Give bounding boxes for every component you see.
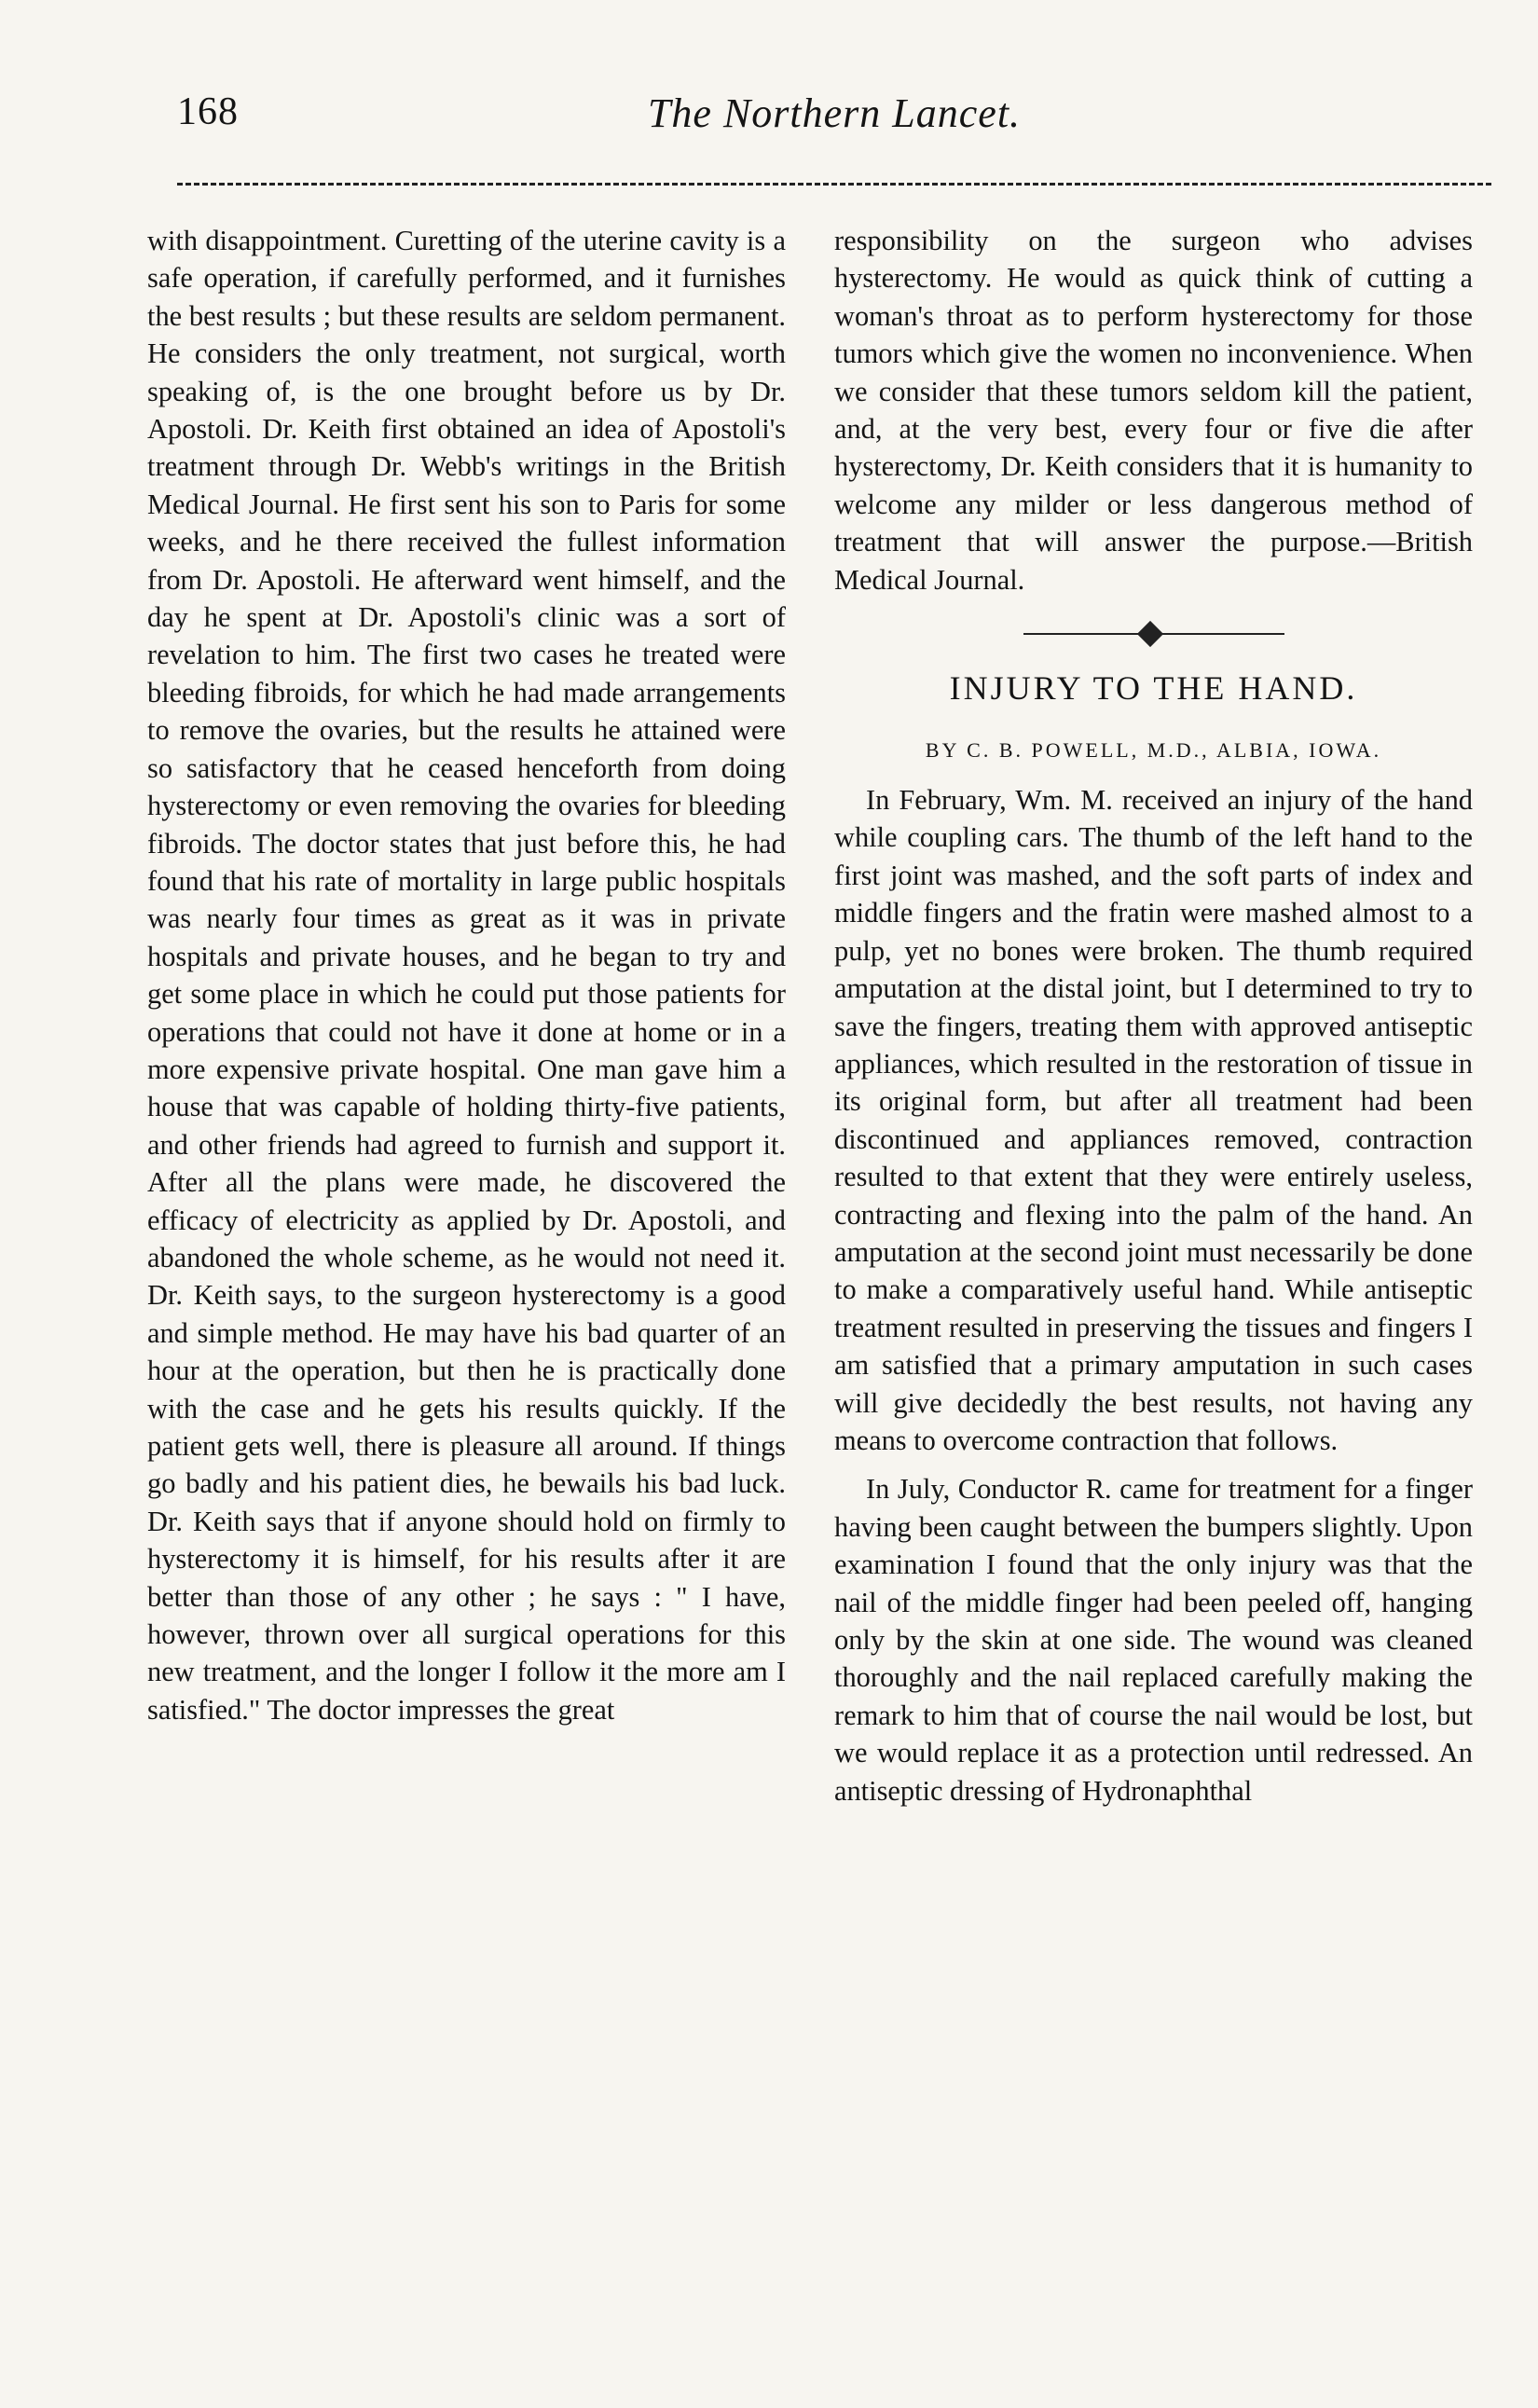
section-ornament <box>1023 625 1284 643</box>
left-column-paragraph: with disappointment. Curetting of the uterine cavity is a safe operation, if carefully performed, and it furnishes the best results ; but these results are seldom permanent. He considers the only treatment, not surgical, worth speaking of, is the one brought before us by Dr. Apostoli. Dr. Keith first obtained an idea of Apostoli's treatment through Dr. Webb's writings in the British Medical Journal. He first sent his son to Paris for some weeks, and he there received the fullest information from Dr. Apostoli. He afterward went himself, and the day he spent at Dr. Apostoli's clinic was a sort of revelation to him. The first two cases he treated were bleeding fibroids, for which he had made arrangements to remove the ovaries, but the results he attained were so satisfactory that he ceased henceforth from doing hysterectomy or even removing the ovaries for bleeding fibroids. The doctor states that just before this, he had found that his rate of mortality in large public hospitals was nearly four times as great as it was in private hospitals and private houses, and he began to try and get some place in which he could put those patients for operations that could not have it done at home or in a more expensive private hospital. One man gave him a house that was capable of holding thirty-five patients, and other friends had agreed to furnish and support it. After all the plans were made, he discovered the efficacy of electricity as applied by Dr. Apostoli, and abandoned the whole scheme, as he would not need it. Dr. Keith says, to the surgeon hysterectomy is a good and simple method. He may have his bad quarter of an hour at the operation, but then he is practically done with the case and he gets his results quickly. If the patient gets well, there is pleasure all around. If things go badly and his patient dies, he bewails his bad luck. Dr. Keith says that if anyone should hold on firmly to hysterectomy it is himself, for his results after it are better than those of any other ; he says : " I have, however, thrown over all surgical operations for this new treatment, and the longer I follow it the more am I satisfied." The doctor impresses the great <box>147 225 786 1726</box>
article-byline: BY C. B. POWELL, M.D., ALBIA, IOWA. <box>925 738 1382 763</box>
article-paragraph-2: In July, Conductor R. came for treatment for a finger having been caught between the bumpers slightly. Upon examination I found that the only injury was that the nail of the middle finger had been peeled off, hanging only by the skin at one side. The wound was cleaned thoroughly and the nail replaced carefully making the remark to him that of course the nail would be lost, but we would replace it as a protection until redressed. An antiseptic dressing of Hydronaphthal <box>834 1473 1473 1807</box>
running-head <box>177 89 1491 155</box>
paragraph-gap <box>834 1459 1473 1470</box>
left-column <box>147 222 786 1728</box>
right-column <box>834 222 1473 1809</box>
article-title: INJURY TO THE HAND. <box>949 669 1358 708</box>
right-column-paragraph-continued: responsibility on the surgeon who advises hysterectomy. He would as quick think of cutting a woman's throat as to perform hysterectomy for those tumors which give the women no inconvenience. When we consider that these tumors seldom kill the patient, and, at the very best, every four or five die after hysterectomy, Dr. Keith considers that it is humanity to welcome any milder or less dangerous method of treatment that will answer the purpose.—British Medical Journal. <box>834 225 1473 596</box>
journal-title: The Northern Lancet. <box>647 90 1022 136</box>
page-number: 168 <box>177 90 239 133</box>
article-paragraph-1: In February, Wm. M. received an injury of the hand while coupling cars. The thumb of the left hand to the first joint was mashed, and the soft parts of index and middle fingers and the fratin were mashed almost to a pulp, yet no bones were broken. The thumb required amputation at the distal joint, but I determined to try to save the fingers, treating them with approved antiseptic appliances, which resulted in the restoration of tissue in its original form, but after all treatment had been discontinued and appliances removed, contraction resulted to that extent that they were entirely useless, contracting and flexing into the palm of the hand. An amputation at the second joint must necessarily be done to make a comparatively useful hand. While antiseptic treatment resulted in preserving the tissues and fingers I am satisfied that a primary amputation in such cases will give decidedly the best results, not having any means to overcome contraction that follows. <box>834 784 1473 1456</box>
header-rule <box>177 183 1491 186</box>
